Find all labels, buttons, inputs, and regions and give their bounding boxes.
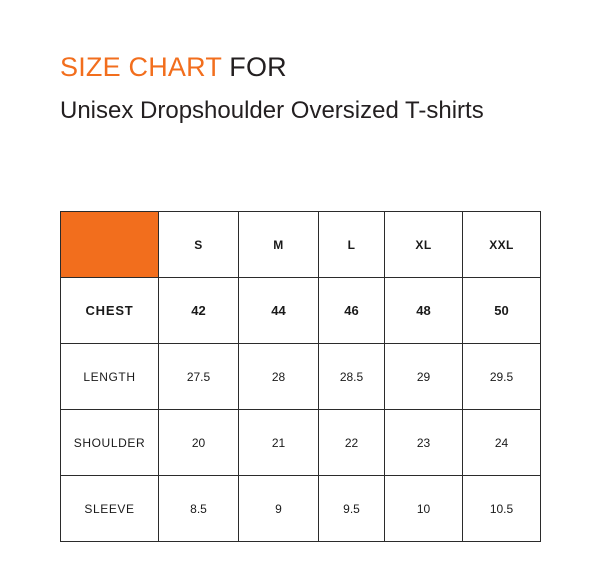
- cell-chest-s: 42: [159, 278, 239, 344]
- row-label-length: LENGTH: [61, 344, 159, 410]
- cell-sleeve-xl: 10: [385, 476, 463, 542]
- size-table-body: [61, 212, 541, 542]
- table-row: [61, 344, 541, 410]
- size-table-container: [60, 211, 540, 542]
- cell-chest-l: 46: [319, 278, 385, 344]
- row-label-sleeve: SLEEVE: [61, 476, 159, 542]
- column-header-s: S: [159, 212, 239, 278]
- column-header-l: L: [319, 212, 385, 278]
- column-header-xxl: XXL: [463, 212, 541, 278]
- title-line-primary: [60, 52, 560, 83]
- cell-shoulder-l: 22: [319, 410, 385, 476]
- title-rest-text: FOR: [221, 52, 287, 82]
- cell-length-m: 28: [239, 344, 319, 410]
- table-header-row: [61, 212, 541, 278]
- cell-shoulder-xxl: 24: [463, 410, 541, 476]
- cell-length-xxl: 29.5: [463, 344, 541, 410]
- column-header-xl: XL: [385, 212, 463, 278]
- title-accent-text: SIZE CHART: [60, 52, 222, 82]
- title-subtitle: Unisex Dropshoulder Oversized T-shirts: [60, 97, 484, 125]
- cell-shoulder-xl: 23: [385, 410, 463, 476]
- cell-sleeve-l: 9.5: [319, 476, 385, 542]
- table-row: [61, 476, 541, 542]
- cell-chest-xl: 48: [385, 278, 463, 344]
- cell-sleeve-s: 8.5: [159, 476, 239, 542]
- page-title: [60, 52, 560, 126]
- cell-length-l: 28.5: [319, 344, 385, 410]
- table-row: [61, 278, 541, 344]
- row-label-shoulder: SHOULDER: [61, 410, 159, 476]
- cell-shoulder-s: 20: [159, 410, 239, 476]
- cell-sleeve-xxl: 10.5: [463, 476, 541, 542]
- column-header-m: M: [239, 212, 319, 278]
- header-color-swatch: [61, 212, 159, 278]
- size-table: [60, 211, 541, 542]
- cell-chest-m: 44: [239, 278, 319, 344]
- cell-length-xl: 29: [385, 344, 463, 410]
- cell-length-s: 27.5: [159, 344, 239, 410]
- cell-chest-xxl: 50: [463, 278, 541, 344]
- cell-sleeve-m: 9: [239, 476, 319, 542]
- row-label-chest: CHEST: [61, 278, 159, 344]
- table-row: [61, 410, 541, 476]
- cell-shoulder-m: 21: [239, 410, 319, 476]
